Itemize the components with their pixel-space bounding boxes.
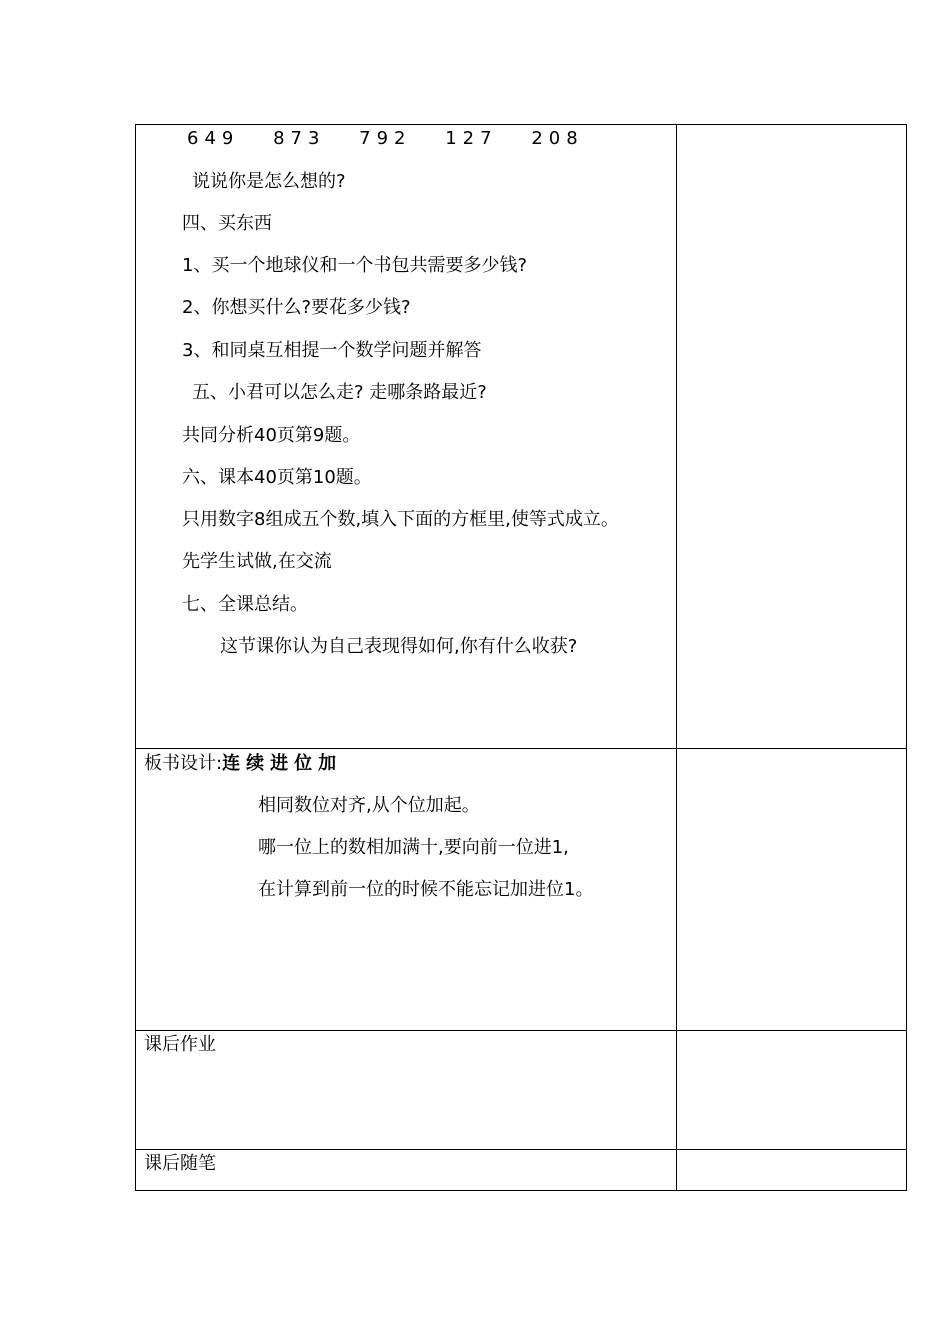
homework-label: 课后作业 [144, 1034, 216, 1055]
board-design-title: 连续进位加 [222, 753, 343, 774]
table-border-right [906, 124, 907, 1191]
section4-title: 四、买东西 [182, 213, 272, 234]
after-class-notes-label: 课后随笔 [144, 1153, 216, 1174]
section6-title: 六、课本40页第10题。 [182, 467, 372, 488]
board-line-1: 相同数位对齐,从个位加起。 [258, 795, 480, 816]
board-design-heading [144, 752, 342, 776]
table-border-bottom [135, 1190, 907, 1191]
column-divider [676, 124, 677, 1191]
board-line-3: 在计算到前一位的时候不能忘记加进位1。 [258, 879, 594, 900]
table-border-top [135, 124, 907, 125]
lesson-plan-table [135, 124, 907, 1191]
question-3: 3、和同桌互相提一个数学问题并解答 [182, 340, 482, 361]
section6-note: 先学生试做,在交流 [182, 551, 332, 572]
section5-note: 共同分析40页第9题。 [182, 425, 361, 446]
row-divider-board [135, 748, 907, 749]
row-divider-notes [135, 1149, 907, 1150]
table-border-left [135, 124, 136, 1191]
question-2: 2、你想买什么?要花多少钱? [182, 297, 411, 318]
question-1: 1、买一个地球仪和一个书包共需要多少钱? [182, 255, 528, 276]
board-design-label: 板书设计: [144, 753, 223, 774]
think-prompt: 说说你是怎么想的? [192, 171, 346, 192]
row-divider-homework [135, 1030, 907, 1031]
section7-question: 这节课你认为自己表现得如何,你有什么收获? [220, 636, 578, 657]
section5-title: 五、小君可以怎么走? 走哪条路最近? [192, 382, 487, 403]
board-line-2: 哪一位上的数相加满十,要向前一位进1, [258, 837, 569, 858]
section6-description: 只用数字8组成五个数,填入下面的方框里,使等式成立。 [182, 509, 619, 530]
section7-title: 七、全课总结。 [182, 594, 308, 615]
numbers-line: 649 873 792 127 208 [187, 128, 584, 149]
